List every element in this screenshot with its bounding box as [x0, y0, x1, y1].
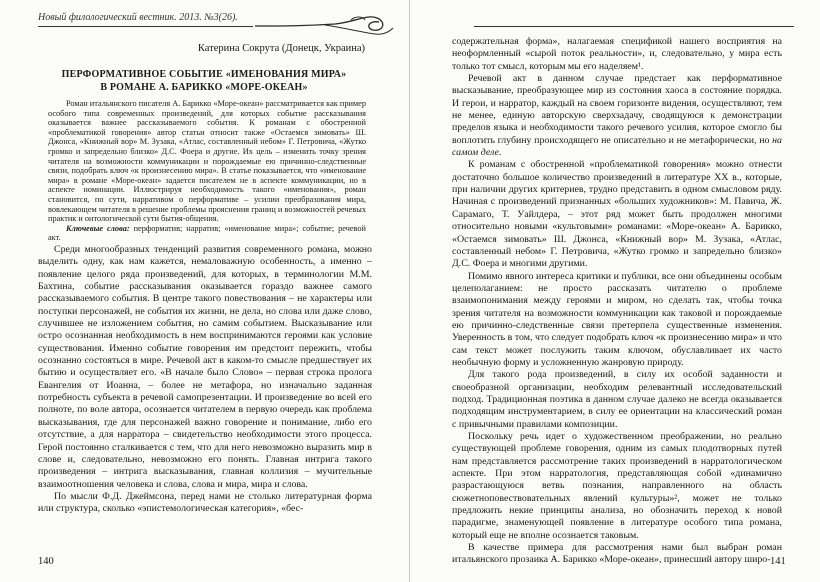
paragraph: К романам с обостренной «проблематикой говорения» можно отнести достаточно большое количество произведений в литературе XX в., которые, при наличии других критериев, трудно представить в одном смысловом ряду. Начиная с произведений признанных «больших художников»: М. Павича, Ж. Сарамаго, Т. Уайлдера, – этот ряд может быть продолжен многими относительно новыми «культовыми» романами: «Море-океан» А. Барикко, «Остаемся зимовать» Ш. Джонса, «Книжный вор» М. Зузака, «Атлас, составленный небом» Г. Петровича, «Жутко громко и запредельно близко» Д.С. Фоера и многими другими.: [452, 159, 782, 270]
paragraph: Среди многообразных тенденций развития современного романа, можно выделить одну, как нам кажется, немаловажную особенность, а именно – появление целого ряда произведений, для которых, в терминологии М.М. Бахтина, событие рассказывания оказывается гораздо важнее самого рассказываемого события. В центре такого повествования – не характеры или поступки персонажей, не события их жизни, не дела, но слова или даже слово, случившее не изложением события, но самим событием. Высказывание или остро осознанная необходимость в нем воспринимаются героями как условие существования. Именно событие говорения им предстоит пережить, чтобы осознанно состояться в мире. Речевой акт в каком-то смысле предшествует их бытию и осуществляет его. «В начале было Слово» – первая строка пролога Евангелия от Иоанна, – более не метафора, но изначально заданная потребность субъекта в речевой самопрезентации. И произведение во всей его полноте, по воле автора, осознается читателем в первую очередь как проблема высказывания, где для персонажей важно говорение и понимание, либо его отсутствие, а для нарратора – свидетельство необходимости этого процесса. Герой постоянно сталкивается с тем, что для него невозможно выразить мир в слове и, следовательно, невозможно его понять. Главная интрига такого произведения – интрига высказывания, главная коллизия – мучительные взаимоотношения человека и слова, слова и мира, мира и слова.: [38, 244, 372, 490]
right-page: [410, 0, 820, 582]
keywords-text: перформатив; нарратив; «именование мира»; событие; речевой акт.: [48, 223, 366, 243]
paragraph: По мысли Ф.Д. Джеймсона, перед нами не столько литературная форма или структура, сколько «эпистемологическая категория», «бес-: [38, 490, 372, 515]
abstract-text: Роман итальянского писателя А. Барикко «Море-океан» рассматривается как пример особого типа современных произведений, для которых событие рассказывания оказывается важнее рассказываемого события. К романам с обостренной «проблематикой говорения» автор статьи относит также «Остаемся зимовать» Ш. Джонса, «Книжный вор» М. Зузака, «Атлас, составленный небом» Г. Петровича, «Жутко громко и запредельно близко» Д.С. Фоера и другие. Их цель – изменить точку зрения читателя на возможности коммуникации и порождаемые ею причинно-следственные связи, подобрать ключ «к произнесению мира». В статье показывается, что «именование мира» в романе «Море-океан» задается писателем не в аспекте коммуникации, но в аспекте номинации. Иллюстрируя необходимость такого «именования», роман становится, по сути, нарративом о перформативе – усилии преобразования мира, вовлекающем читателя в решение проблемы прояснения границ и возможностей речевых практик и онтологической сути бытия-общения.: [48, 99, 366, 224]
article-title: [38, 68, 370, 94]
paragraph-text: Речевой акт в данном случае предстает как перформативное высказывание, преобразующее мир из состояния хаоса в состояние порядка. И герои, и нарратор, каждый на своем горизонте видения, осуществляют, тем не менее, единую авторскую сверхзадачу, сводящуюся к демонстрации пределов языка и необходимости такого речевого усилия, которое смогло бы воплотить глубину происходящего не описательно и не метафорически, но: [452, 73, 782, 146]
header-rule: [38, 26, 253, 27]
keywords: [48, 224, 366, 243]
title-line-1: ПЕРФОРМАТИВНОЕ СОБЫТИЕ «ИМЕНОВАНИЯ МИРА»: [61, 69, 347, 80]
page-number-right: 141: [770, 556, 786, 567]
paragraph: Поскольку речь идет о художественном преображении, но реально существующей проблеме говорения, одним из самых плодотворных путей нам представляется рассмотрение таких произведений в нарратологическом аспекте. При этом нарратология, представляющая собой «динамично разрастающуюся ветвь познания, направленного на область сюжетноповествовательных явлений культуры»², может не только предложить некие принципы анализа, но обозначить переход к новой парадигме, знаменующей появление в литературе особого типа романа, который еще не вполне осознается таковым.: [452, 431, 782, 541]
title-line-2: В РОМАНЕ А. БАРИККО «МОРЕ-ОКЕАН»: [100, 82, 308, 93]
paragraph: [452, 73, 782, 159]
paragraph: Для такого рода произведений, в силу их особой заданности и своеобразной организации, необходим релевантный исследовательский подход. Традиционная поэтика в данном случае далеко не всегда оказывается подходящим инструментарием, в силу ее ориентации на классический роман с привычными правилами композиции.: [452, 369, 782, 430]
emphasis-text: на самом деле: [452, 134, 782, 159]
keywords-label: Ключевые слова:: [66, 223, 130, 233]
right-body-text: [452, 36, 782, 567]
author-line: Катерина Сокрута (Донецк, Украина): [197, 43, 365, 54]
paragraph: содержательная форма», налагаемая спецификой нашего восприятия на неоформленный «сырой поток реальности», и, следовательно, у мира есть только тот смысл, которым мы его наделяем¹.: [452, 36, 782, 72]
paragraph: В качестве примера для рассмотрения нами был выбран роман итальянского прозаика А. Барикко «Море-океан», принесший автору широ-: [452, 542, 782, 566]
running-header: Новый филологический вестник. 2013. №3(26).: [38, 12, 238, 23]
flourish-ornament-left-icon: [255, 10, 395, 38]
page-number-left: 140: [38, 556, 54, 567]
paragraph: Помимо явного интереса критики и публики, все они объединены особым целеполаганием: не просто рассказать читателю о проблеме взаимопонимания между героями и миром, но сделать так, чтобы точка зрения читателя на возможности коммуникации как таковой и порождаемые ею причинно-следственные связи претерпела существенные изменения. Уверенность в том, что следует подобрать ключ «к произнесению мира» и что сам текст может послужить таким ключом, обуславливает их часто необычную форму и усложненную жанровую природу.: [452, 270, 782, 368]
left-page: [0, 0, 409, 582]
abstract: [48, 99, 366, 243]
header-rule-right: [474, 26, 794, 27]
paragraph-end: .: [498, 147, 502, 159]
left-body-text: [38, 244, 372, 516]
